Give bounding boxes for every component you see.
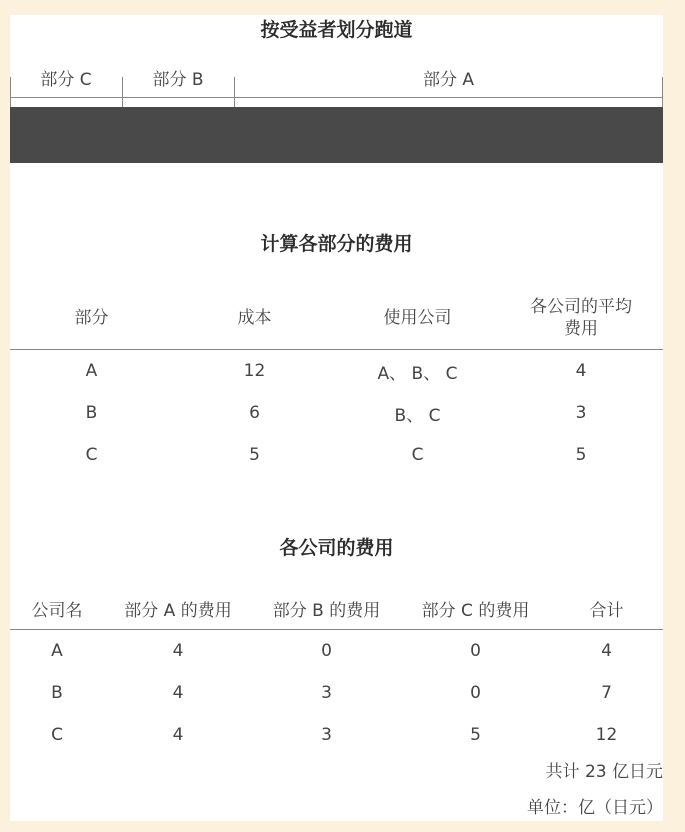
table-cell: 4 — [172, 683, 184, 703]
table-cell: A — [85, 361, 98, 381]
lane-tick — [662, 77, 663, 107]
table-cell: 5 — [575, 445, 587, 465]
table-cell: 4 — [172, 641, 184, 661]
table-cell: 7 — [601, 683, 612, 703]
column-header: 部分 B 的费用 — [252, 587, 401, 630]
table-cell: 4 — [575, 361, 587, 381]
unit-note: 单位：亿（日元） — [527, 798, 663, 818]
lane-label-a: 部分 A — [422, 70, 475, 90]
table-header-row — [10, 587, 663, 630]
column-header: 部分 C 的费用 — [401, 587, 550, 630]
lane-tick — [10, 77, 11, 107]
lane-divider-line — [10, 97, 663, 98]
table-cell: 4 — [172, 725, 184, 745]
table-cell: B — [85, 403, 98, 423]
header-line: 费用 — [564, 319, 598, 339]
runway-band — [10, 107, 663, 163]
table-cell: 5 — [249, 445, 260, 465]
table-cell: 12 — [243, 361, 266, 381]
table-cell: A、 B、 C — [377, 363, 458, 384]
table-cell: 5 — [470, 725, 481, 745]
total-note: 共计 23 亿日元 — [545, 762, 663, 782]
table-cell: C — [85, 445, 98, 465]
table-cell: C — [411, 445, 424, 465]
table-header-row — [10, 287, 663, 350]
column-header: 部分 A 的费用 — [104, 587, 252, 630]
table-cell: B、 C — [394, 405, 441, 426]
table-row — [10, 672, 663, 714]
document-panel — [10, 15, 663, 821]
table-row — [10, 714, 663, 756]
table-cell: B — [51, 683, 63, 703]
column-header: 合计 — [550, 587, 663, 630]
column-header — [499, 287, 663, 350]
header-line: 各公司的平均 — [530, 297, 632, 317]
table-cell: 3 — [321, 683, 332, 703]
lane-tick — [234, 77, 235, 107]
lane-tick — [122, 77, 123, 107]
lane-label-c: 部分 C — [40, 70, 92, 90]
table-row — [10, 350, 663, 393]
cost-per-company-table — [10, 587, 663, 756]
table-row — [10, 630, 663, 673]
table-cell: 3 — [575, 403, 587, 423]
table-cell: 0 — [470, 683, 481, 703]
runway-title: 按受益者划分跑道 — [260, 19, 413, 41]
table-cell: 4 — [601, 641, 612, 661]
cost-per-company-title: 各公司的费用 — [279, 537, 394, 559]
column-header: 部分 — [10, 287, 173, 350]
column-header: 成本 — [173, 287, 336, 350]
table-cell: 6 — [249, 403, 260, 423]
table-cell: 12 — [595, 725, 618, 745]
lane-label-b: 部分 B — [152, 70, 204, 90]
table-row — [10, 392, 663, 434]
table-cell: C — [51, 725, 63, 745]
table-row — [10, 434, 663, 476]
column-header: 使用公司 — [336, 287, 499, 350]
table-cell: 0 — [470, 641, 481, 661]
cost-per-part-title: 计算各部分的费用 — [260, 233, 413, 255]
cost-per-part-table — [10, 287, 663, 476]
table-cell: 3 — [321, 725, 332, 745]
table-cell: A — [51, 641, 63, 661]
table-cell: 0 — [321, 641, 332, 661]
column-header: 公司名 — [10, 587, 104, 630]
